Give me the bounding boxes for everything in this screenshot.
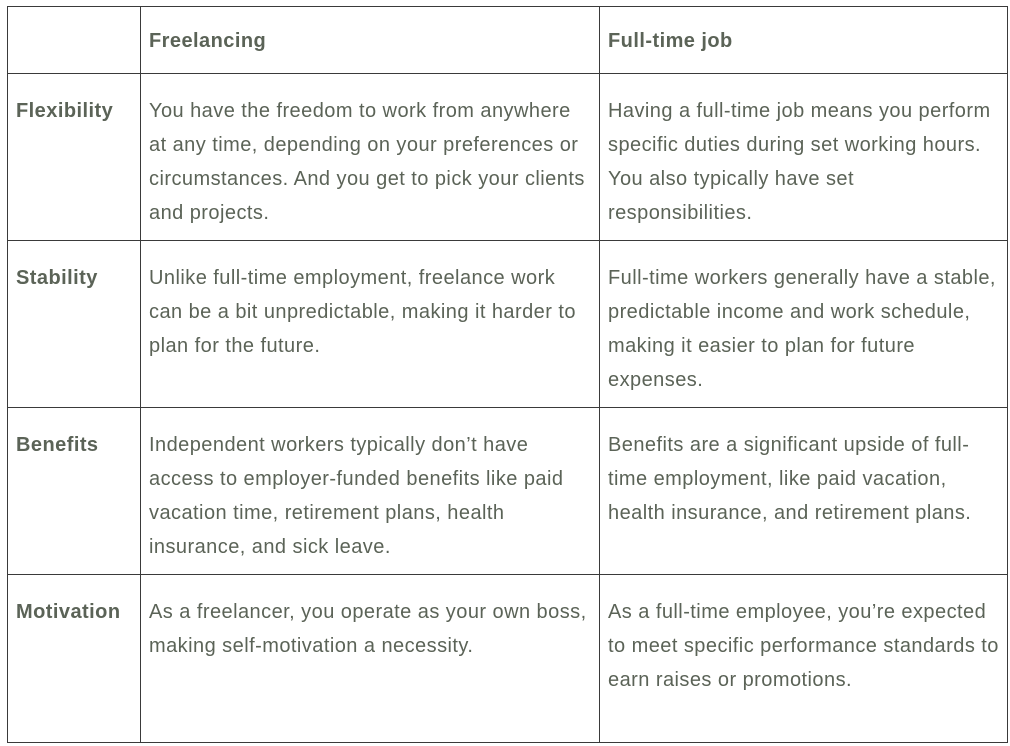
cell-benefits-freelancing: Independent workers typically don’t have access to employer-funded benefits like paid vacation time, retirement plans, health insurance, and sick leave. xyxy=(141,408,600,575)
cell-motivation-fulltime: As a full-time employee, you’re expected to meet specific performance standards to earn raises or promotions. xyxy=(600,575,1008,743)
table-row-motivation xyxy=(8,575,1008,743)
cell-motivation-freelancing: As a freelancer, you operate as your own boss, making self-motivation a necessity. xyxy=(141,575,600,743)
cell-flexibility-fulltime: Having a full-time job means you perform specific duties during set working hours. You also typically have set responsibilities. xyxy=(600,74,1008,241)
cell-stability-freelancing: Unlike full-time employment, freelance work can be a bit unpredictable, making it harder to plan for the future. xyxy=(141,241,600,408)
header-freelancing: Freelancing xyxy=(141,7,600,74)
row-label-flexibility: Flexibility xyxy=(8,74,141,241)
cell-flexibility-freelancing: You have the freedom to work from anywhere at any time, depending on your preferences or circumstances. And you get to pick your clients and projects. xyxy=(141,74,600,241)
row-label-stability: Stability xyxy=(8,241,141,408)
table-row-benefits xyxy=(8,408,1008,575)
table-row-flexibility xyxy=(8,74,1008,241)
cell-stability-fulltime: Full-time workers generally have a stable, predictable income and work schedule, making it easier to plan for future expenses. xyxy=(600,241,1008,408)
table-header-row xyxy=(8,7,1008,74)
row-label-benefits: Benefits xyxy=(8,408,141,575)
comparison-table xyxy=(7,6,1008,743)
table-row-stability xyxy=(8,241,1008,408)
header-corner-cell xyxy=(8,7,141,74)
cell-benefits-fulltime: Benefits are a significant upside of full-time employment, like paid vacation, health insurance, and retirement plans. xyxy=(600,408,1008,575)
header-fulltime-job: Full-time job xyxy=(600,7,1008,74)
row-label-motivation: Motivation xyxy=(8,575,141,743)
